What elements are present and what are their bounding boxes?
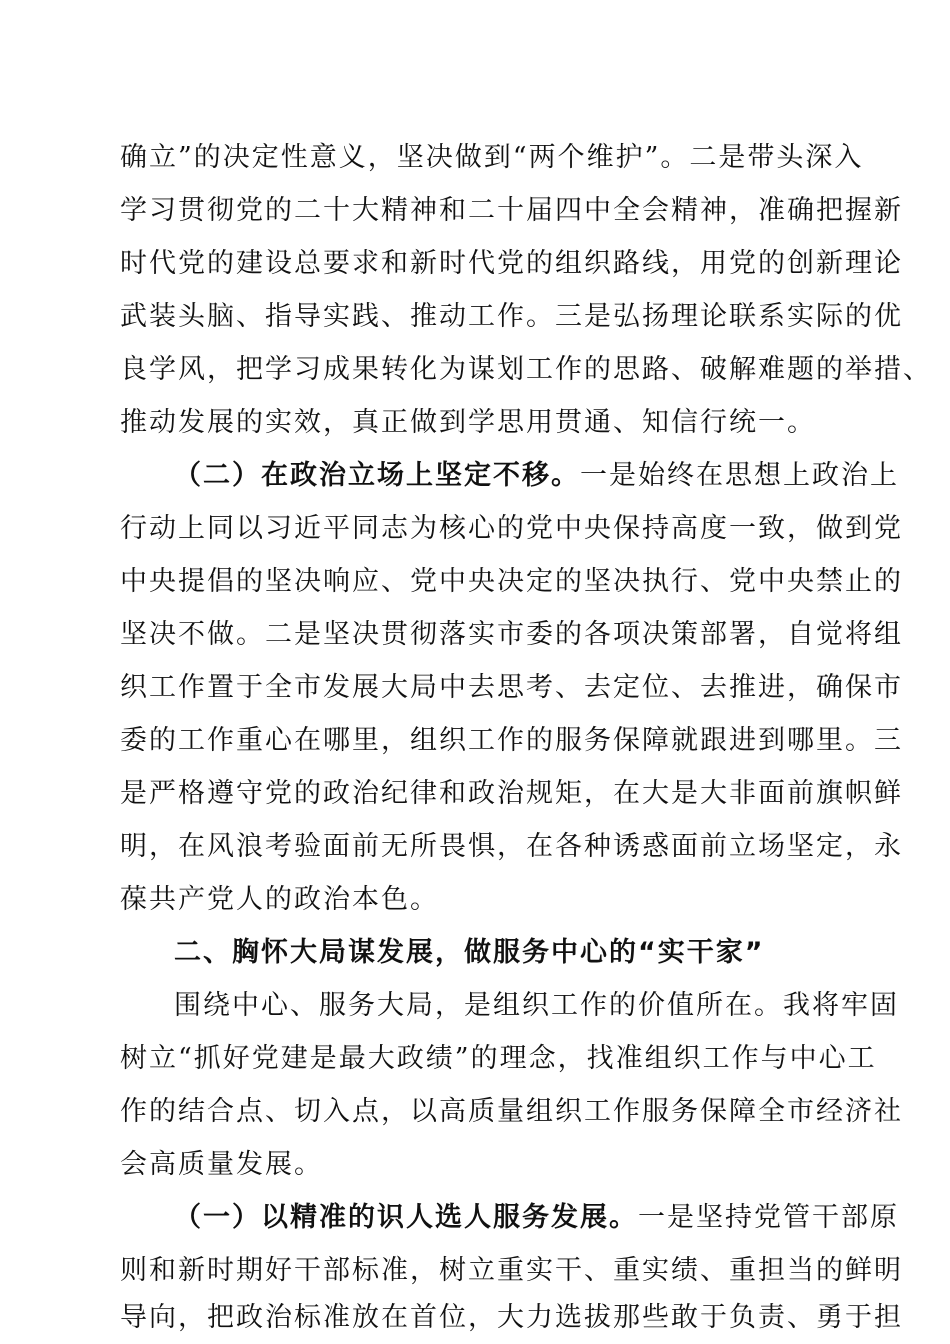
text-line: 织工作置于全市发展大局中去思考、去定位、去推进，确保市 bbox=[120, 672, 903, 703]
text-line: 作的结合点、切入点，以高质量组织工作服务保障全市经济社 bbox=[120, 1096, 903, 1127]
section-2-first-line bbox=[174, 454, 899, 498]
text-line: 武装头脑、指导实践、推动工作。三是弘扬理论联系实际的优 bbox=[120, 301, 903, 332]
text-line: 坚决不做。二是坚决贯彻落实市委的各项决策部署，自觉将组 bbox=[120, 619, 903, 650]
text-line: 则和新时期好干部标准，树立重实干、重实绩、重担当的鲜明 bbox=[120, 1255, 903, 1286]
text-line: 推动发展的实效，真正做到学思用贯通、知信行统一。 bbox=[120, 407, 816, 438]
text-line: 树立“抓好党建是最大政绩”的理念，找准组织工作与中心工 bbox=[120, 1043, 877, 1074]
text-line: 良学风，把学习成果转化为谋划工作的思路、破解难题的举措、 bbox=[120, 354, 932, 385]
text-line: 确立”的决定性意义，坚决做到“两个维护”。二是带头深入 bbox=[120, 142, 864, 173]
text-line: 明，在风浪考验面前无所畏惧，在各种诱惑面前立场坚定，永 bbox=[120, 831, 903, 862]
text-span: 一是始终在思想上政治上 bbox=[580, 460, 899, 491]
text-line: 行动上同以习近平同志为核心的党中央保持高度一致，做到党 bbox=[120, 513, 903, 544]
text-line: 导向，把政治标准放在首位，大力选拔那些敢于负责、勇于担 bbox=[120, 1302, 903, 1333]
text-line: 学习贯彻党的二十大精神和二十届四中全会精神，准确把握新 bbox=[120, 195, 903, 226]
heading-two: 二、胸怀大局谋发展，做服务中心的“实干家” bbox=[174, 937, 765, 968]
text-line: 委的工作重心在哪里，组织工作的服务保障就跟进到哪里。三 bbox=[120, 725, 903, 756]
text-line: 会高质量发展。 bbox=[120, 1149, 323, 1180]
section-heading: （一）以精准的识人选人服务发展。 bbox=[174, 1202, 638, 1233]
text-line: 是严格遵守党的政治纪律和政治规矩，在大是大非面前旗帜鲜 bbox=[120, 778, 903, 809]
text-line: 时代党的建设总要求和新时代党的组织路线，用党的创新理论 bbox=[120, 248, 903, 279]
text-line: 葆共产党人的政治本色。 bbox=[120, 884, 439, 915]
text-span: 一是坚持党管干部原 bbox=[638, 1202, 899, 1233]
text-line: 围绕中心、服务大局，是组织工作的价值所在。我将牢固 bbox=[174, 990, 899, 1021]
section-1-first-line bbox=[174, 1196, 899, 1240]
section-heading: （二）在政治立场上坚定不移。 bbox=[174, 460, 580, 491]
text-line: 中央提倡的坚决响应、党中央决定的坚决执行、党中央禁止的 bbox=[120, 566, 903, 597]
